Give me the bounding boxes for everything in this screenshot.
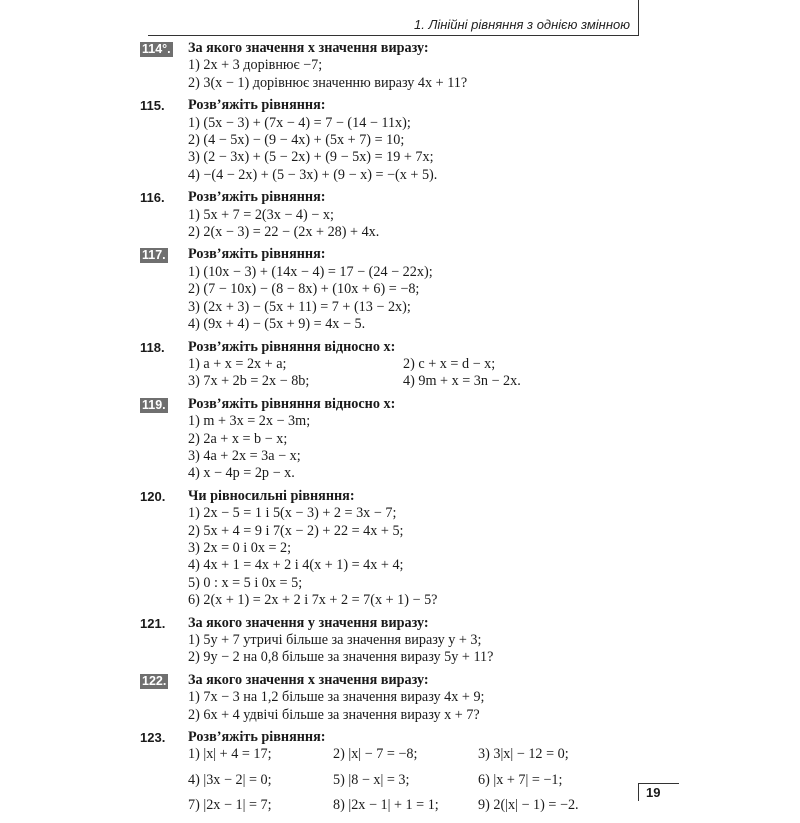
page-number: 19 <box>646 785 661 800</box>
exercise-item: 2) c + x = d − x; <box>403 355 496 372</box>
exercise-item: 4) |3x − 2| = 0; <box>188 771 272 788</box>
exercise-item: 2) 3(x − 1) дорівнює значенню виразу 4x + 11? <box>188 74 468 91</box>
exercise <box>140 189 640 241</box>
exercise-item: 3) 2x = 0 і 0x = 2; <box>188 539 292 556</box>
exercise-prompt: За якого значення y значення виразу: <box>188 614 429 631</box>
exercise-item: 4) x − 4p = 2p − x. <box>188 465 295 482</box>
exercise-item-row <box>188 746 640 763</box>
exercise-item: 1) 5x + 7 = 2(3x − 4) − x; <box>188 206 334 223</box>
exercise-number-label: 118. <box>140 339 165 355</box>
exercise-item: 7) |2x − 1| = 7; <box>188 797 272 814</box>
exercise-item: 2) |x| − 7 = −8; <box>333 746 418 763</box>
exercise-prompt: За якого значення x значення виразу: <box>188 671 429 688</box>
exercise-item: 1) 2x + 3 дорівнює −7; <box>188 57 323 74</box>
exercise-prompt: За якого значення x значення виразу: <box>188 40 429 56</box>
exercise-item: 4) 4x + 1 = 4x + 2 і 4(x + 1) = 4x + 4; <box>188 557 404 574</box>
exercise-item: 8) |2x − 1| + 1 = 1; <box>333 797 439 814</box>
exercise-number <box>140 97 182 114</box>
exercise-number-label: 121. <box>140 615 166 631</box>
exercise <box>140 729 640 815</box>
exercise-item: 2) 2a + x = b − x; <box>188 430 288 447</box>
header-vertical-rule <box>638 0 639 36</box>
exercise-prompt: Розв’яжіть рівняння: <box>188 189 326 206</box>
exercise-item-row <box>188 373 640 390</box>
exercise-number-label: 116. <box>140 190 165 206</box>
exercise-prompt: Розв’яжіть рівняння відносно x: <box>188 338 396 355</box>
exercise-item: 4) 9m + x = 3n − 2x. <box>403 373 521 390</box>
exercise-item: 1) (10x − 3) + (14x − 4) = 17 − (24 − 22x); <box>188 263 433 280</box>
exercise-item: 9) 2(|x| − 1) = −2. <box>478 797 579 814</box>
exercise-item: 2) 6x + 4 удвічі більше за значення виразу x + 7? <box>188 706 480 723</box>
exercise-item: 2) 9y − 2 на 0,8 більше за значення виразу 5y + 11? <box>188 649 494 666</box>
exercise-number <box>140 246 182 263</box>
exercise-number-label: 119. <box>142 397 166 412</box>
exercise-item: 2) (7 − 10x) − (8 − 8x) + (10x + 6) = −8; <box>188 281 420 298</box>
exercise-item: 1) 5y + 7 утричі більше за значення виразу y + 3; <box>188 632 482 648</box>
exercise-number <box>140 615 182 632</box>
exercise-item: 1) |x| + 4 = 17; <box>188 746 272 763</box>
exercise-number-label: 114°. <box>142 42 171 56</box>
exercise-item: 3) 4a + 2x = 3a − x; <box>188 447 301 464</box>
exercise-item: 5) 0 : x = 5 і 0x = 5; <box>188 574 303 591</box>
exercise-item: 1) a + x = 2x + a; <box>188 355 287 372</box>
exercise-number-label: 117. <box>142 248 166 263</box>
exercise-prompt: Чи рівносильні рівняння: <box>188 487 355 504</box>
exercise-item: 4) (9x + 4) − (5x + 9) = 4x − 5. <box>188 316 366 333</box>
running-header: 1. Лінійні рівняння з однією змінною <box>414 17 630 32</box>
exercise-item-row <box>188 356 640 373</box>
exercise-number-label: 123. <box>140 730 166 746</box>
exercise-item: 5) |8 − x| = 3; <box>333 771 410 788</box>
exercise-item-row <box>188 772 640 789</box>
exercise-prompt: Розв’яжіть рівняння відносно x: <box>188 395 396 412</box>
exercise-prompt: Розв’яжіть рівняння: <box>188 729 326 746</box>
header-rule <box>148 35 638 36</box>
exercise-prompt: Розв’яжіть рівняння: <box>188 97 326 114</box>
exercise-item: 3) (2x + 3) − (5x + 11) = 7 + (13 − 2x); <box>188 298 411 315</box>
exercise-list <box>140 40 640 823</box>
exercise-number-label: 122. <box>142 673 167 688</box>
exercise-item: 2) 5x + 4 = 9 і 7(x − 2) + 22 = 4x + 5; <box>188 522 404 539</box>
exercise-prompt: Розв’яжіть рівняння: <box>188 246 326 263</box>
exercise-item: 6) 2(x + 1) = 2x + 2 і 7x + 2 = 7(x + 1) − 5? <box>188 592 438 609</box>
exercise-item: 3) 3|x| − 12 = 0; <box>478 746 569 763</box>
exercise <box>140 672 640 724</box>
exercise-item: 3) 7x + 2b = 2x − 8b; <box>188 373 310 390</box>
exercise <box>140 339 640 391</box>
exercise <box>140 396 640 483</box>
exercise-item: 1) (5x − 3) + (7x − 4) = 7 − (14 − 11x); <box>188 114 411 131</box>
exercise-item: 1) m + 3x = 2x − 3m; <box>188 413 311 430</box>
exercise <box>140 615 640 667</box>
exercise-item: 1) 7x − 3 на 1,2 більше за значення виразу 4x + 9; <box>188 689 485 706</box>
exercise-number <box>140 40 182 57</box>
exercise-item: 6) |x + 7| = −1; <box>478 771 563 788</box>
exercise-number <box>140 488 182 505</box>
exercise-item: 1) 2x − 5 = 1 і 5(x − 3) + 2 = 3x − 7; <box>188 505 397 522</box>
exercise-number <box>140 672 182 689</box>
exercise-item: 2) 2(x − 3) = 22 − (2x + 28) + 4x. <box>188 224 380 241</box>
exercise-number-label: 120. <box>140 488 166 504</box>
exercise-item: 4) −(4 − 2x) + (5 − 3x) + (9 − x) = −(x + 5). <box>188 166 438 183</box>
exercise-number <box>140 396 182 413</box>
exercise <box>140 246 640 333</box>
exercise <box>140 40 640 92</box>
exercise <box>140 97 640 184</box>
exercise-number <box>140 729 182 746</box>
exercise <box>140 488 640 610</box>
exercise-item: 3) (2 − 3x) + (5 − 2x) + (9 − 5x) = 19 + 7x; <box>188 149 434 166</box>
exercise-item: 2) (4 − 5x) − (9 − 4x) + (5x + 7) = 10; <box>188 132 405 149</box>
exercise-number-label: 115. <box>140 98 165 114</box>
exercise-number <box>140 339 182 356</box>
exercise-number <box>140 189 182 206</box>
